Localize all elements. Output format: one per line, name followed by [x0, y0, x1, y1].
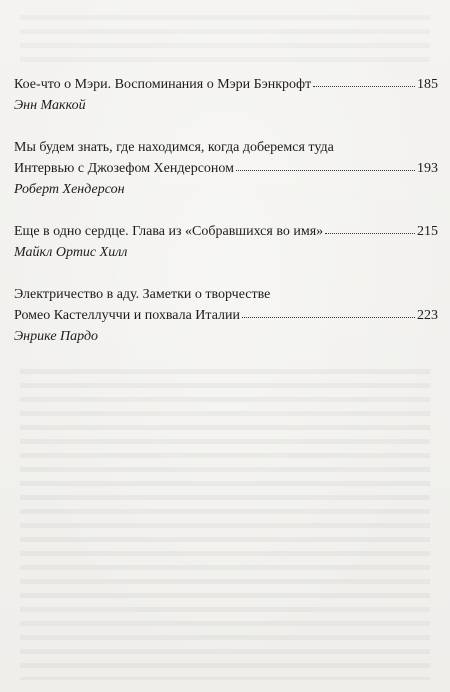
dot-leader: [236, 169, 415, 171]
toc-subtitle: Ромео Кастеллуччи и похвала Италии: [14, 308, 241, 323]
toc-title: Электричество в аду. Заметки о творчестве: [14, 287, 271, 302]
toc-author: Майкл Ортис Хилл: [14, 245, 128, 260]
page-number: 185: [417, 77, 438, 92]
page-number: 215: [417, 224, 438, 239]
show-through-text-bottom: [20, 360, 430, 680]
toc-title-line: [14, 158, 438, 179]
toc-author: Энрике Пардо: [14, 329, 99, 344]
toc-title: Еще в одно сердце. Глава из «Собравшихся во имя»: [14, 224, 324, 239]
toc-entry: [14, 221, 438, 263]
dot-leader: [313, 85, 415, 87]
toc-entry: [14, 137, 438, 200]
toc-title: Кое-что о Мэри. Воспоминания о Мэри Бэнкрофт: [14, 77, 312, 92]
toc-title-line: [14, 137, 438, 158]
toc-subtitle: Интервью с Джозефом Хендерсоном: [14, 161, 235, 176]
toc-title-line: [14, 284, 438, 305]
page-number: 193: [417, 161, 438, 176]
toc-author: Роберт Хендерсон: [14, 182, 125, 197]
toc-entry: [14, 284, 438, 347]
toc-entry: [14, 74, 438, 116]
dot-leader: [242, 316, 415, 318]
page-number: 223: [417, 308, 438, 323]
toc-title-line: [14, 221, 438, 242]
toc-title-line: [14, 305, 438, 326]
toc-title-line: [14, 74, 438, 95]
table-of-contents: [14, 74, 438, 368]
toc-title: Мы будем знать, где находимся, когда доберемся туда: [14, 140, 334, 155]
show-through-text-top: [20, 6, 430, 66]
dot-leader: [325, 232, 415, 234]
toc-author: Энн Маккой: [14, 98, 86, 113]
